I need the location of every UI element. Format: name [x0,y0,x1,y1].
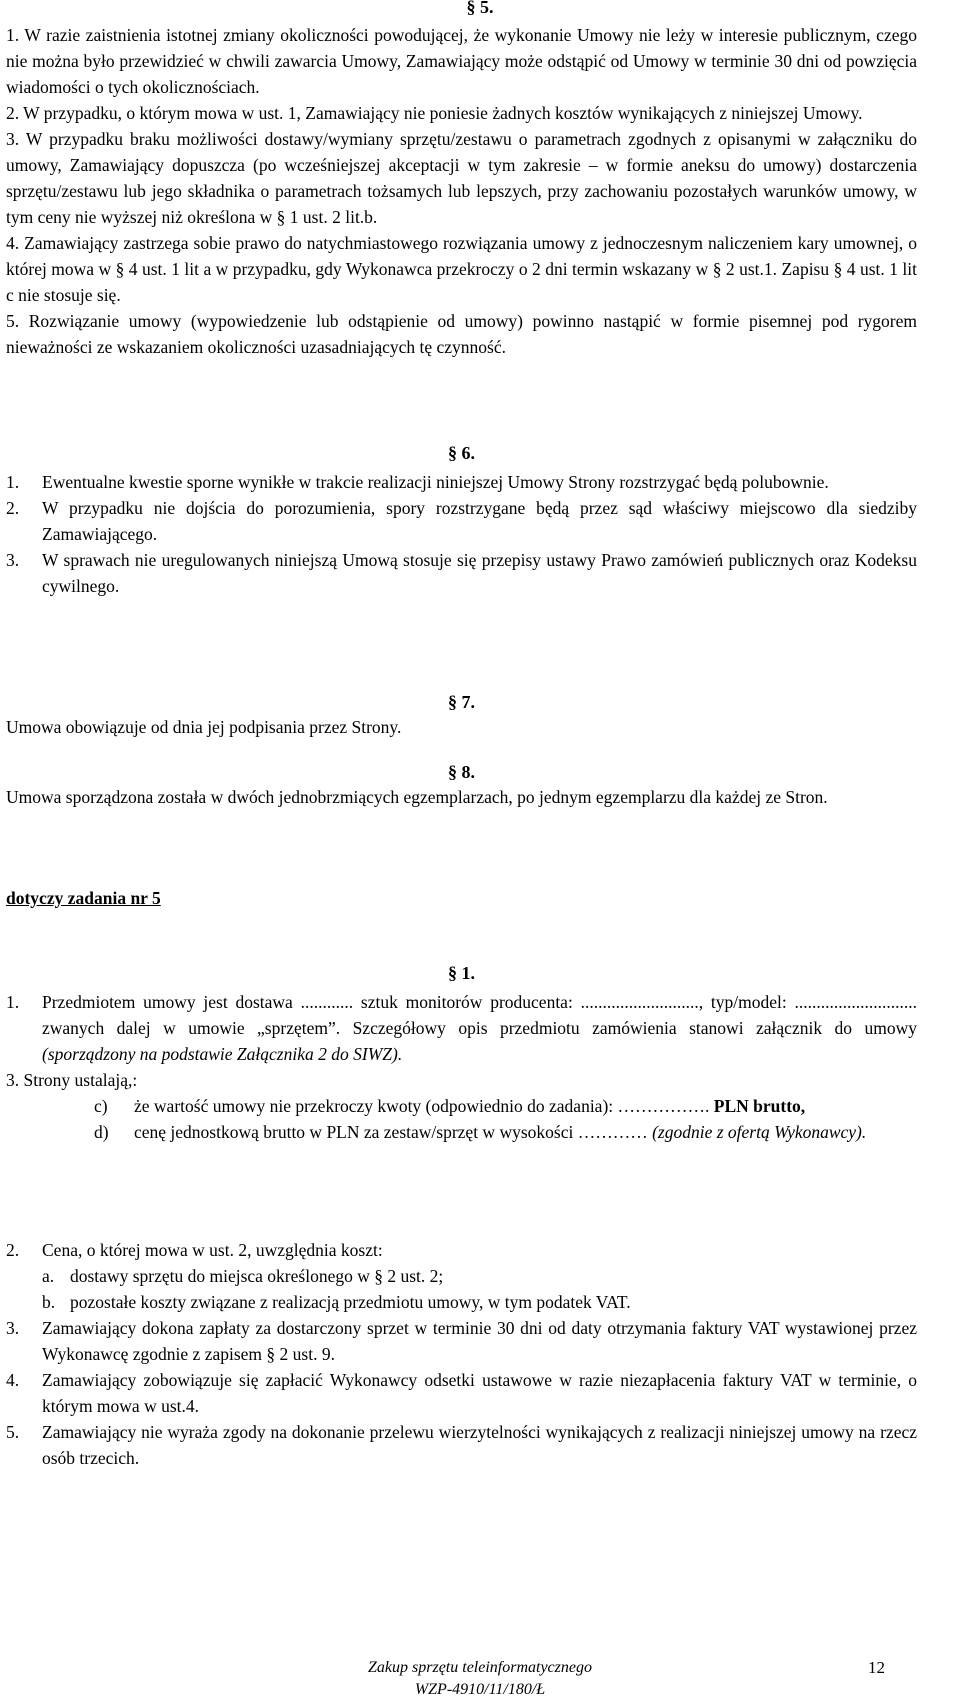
sub-letter: b. [42,1292,56,1312]
section-5-paragraph-4: 4. Zamawiający zastrzega sobie prawo do natychmiastowego rozwiązania umowy z jednoczesnym naliczeniem kary umownej, o której mowa w § 4 ust. 1 lit a w przypadku, gdy Wykonawca przekroczy o 2 dni termin wskazany w § 2 ust.1. Zapisu § 4 ust. 1 lit c nie stosuje się. [6,233,917,305]
item-number: 1. [6,472,20,492]
sub-item-d [6,1119,917,1145]
page-footer [0,1657,960,1701]
list-item [6,1367,917,1419]
sub-text-italic: (zgodnie z ofertą Wykonawcy). [652,1122,867,1142]
item-text: Zamawiający nie wyraża zgody na dokonanie przelewu wierzytelności wynikających z realizacji niniejszej umowy na rzecz osób trzecich. [42,1422,917,1468]
list-item [6,1237,917,1263]
task-title: dotyczy zadania nr 5 [6,888,161,908]
section-5-body [6,22,917,360]
item-text: Przedmiotem umowy jest dostawa ............ sztuk monitorów producenta: ..........................., typ/model: ............................ zwanych dalej w umowie „sprzętem”. Szczegółowy opis przedmiotu zamówienia stanowi załącznik do umowy [42,992,917,1038]
section-1-item-3 [6,1067,917,1093]
section-7-text: Umowa obowiązuje od dnia jej podpisania przez Strony. [6,717,402,737]
item-number: 3. [6,1070,20,1090]
section-8-text: Umowa sporządzona została w dwóch jednobrzmiących egzemplarzach, po jednym egzemplarzu dla każdej ze Stron. [6,787,828,807]
section-6-item [6,495,917,547]
section-1-heading: § 1. [448,963,475,983]
sub-text: że wartość umowy nie przekroczy kwoty (odpowiednio do zadania): ……………. [134,1096,714,1116]
item-text: Ewentualne kwestie sporne wynikłe w trakcie realizacji niniejszej Umowy Strony rozstrzygać będą polubownie. [42,472,829,492]
footer-reference: WZP-4910/11/180/Ł [414,1681,546,1698]
item-text: Zamawiający dokona zapłaty za dostarczony sprzet w terminie 30 dni od daty otrzymania faktury VAT wystawionej przez Wykonawcę zgodnie z zapisem § 2 ust. 9. [42,1318,917,1364]
sub-text: cenę jednostkową brutto w PLN za zestaw/sprzęt w wysokości ………… [134,1122,653,1142]
section-5-paragraph-5: 5. Rozwiązanie umowy (wypowiedzenie lub odstąpienie od umowy) powinno nastąpić w formie pisemnej pod rygorem nieważności ze wskazaniem okoliczności uzasadniających tę czynność. [6,311,917,357]
item-number: 2. [6,1240,20,1260]
item-text: Cena, o której mowa w ust. 2, uwzględnia koszt: [42,1240,383,1260]
item-text: Zamawiający zobowiązuje się zapłacić Wykonawcy odsetki ustawowe w razie niezapłacenia faktury VAT w terminie, o którym mowa w ust.4. [42,1370,917,1416]
sub-item-a [6,1263,917,1289]
section-6-heading: § 6. [448,443,475,463]
item-text: W przypadku nie dojścia do porozumienia, spory rozstrzygane będą przez sąd właściwy miejscowo dla siedziby Zamawiającego. [42,498,917,544]
item-text: Strony ustalają,: [23,1070,138,1090]
section-5-paragraph-1: 1. W razie zaistnienia istotnej zmiany okoliczności powodującej, że wykonanie Umowy nie leży w interesie publicznym, czego nie można było przewidzieć w chwili zawarcia Umowy, Zamawiający może odstąpić od Umowy w terminie 30 dni od powzięcia wiadomości o tych okolicznościach. [6,25,917,97]
section-5-heading: § 5. [466,0,494,17]
list-item [6,1315,917,1367]
list-item [6,1419,917,1471]
item-number: 2. [6,498,20,518]
page-number: 12 [868,1658,885,1677]
sub-letter: c) [94,1096,108,1116]
sub-text-bold: PLN brutto, [713,1096,806,1116]
section-5-paragraph-3: 3. W przypadku braku możliwości dostawy/wymiany sprzętu/zestawu o parametrach zgodnych z opisanymi w załączniku do umowy, Zamawiający dopuszcza (po wcześniejszej akceptacji w tym zakresie – w formie aneksu do umowy) dostarczenia sprzętu/zestawu lub jego składnika o parametrach tożsamych lub lepszych, przy zachowaniu pozostałych warunków umowy, w tym ceny nie wyższej niż określona w § 1 ust. 2 lit.b. [6,129,917,227]
item-text: W sprawach nie uregulowanych niniejszą Umową stosuje się przepisy ustawy Prawo zamówień publicznych oraz Kodeksu cywilnego. [42,550,917,596]
task-heading [6,885,917,911]
footer-title: Zakup sprzętu teleinformatycznego [368,1659,592,1676]
section-1 [6,961,917,1145]
section-6-item [6,547,917,599]
sub-item-c [6,1093,917,1119]
section-8-heading: § 8. [448,762,475,782]
item-number: 5. [6,1422,20,1442]
sub-letter: a. [42,1266,55,1286]
section-7 [6,690,917,740]
item-number: 1. [6,992,20,1012]
sub-text: dostawy sprzętu do miejsca określonego w § 2 ust. 2; [70,1266,444,1286]
section-1-item-1 [6,989,917,1067]
section-5-paragraph-2: 2. W przypadku, o którym mowa w ust. 1, Zamawiający nie poniesie żadnych kosztów wynikających z niniejszej Umowy. [6,103,863,123]
sub-text: pozostałe koszty związane z realizacją przedmiotu umowy, w tym podatek VAT. [70,1292,631,1312]
section-2-items [6,1237,917,1471]
item-number: 3. [6,1318,20,1338]
section-6-item [6,469,917,495]
sub-item-b [6,1289,917,1315]
section-6 [6,441,917,599]
item-number: 4. [6,1370,20,1390]
item-number: 3. [6,550,20,570]
item-text-italic: (sporządzony na podstawie Załącznika 2 do SIWZ). [42,1044,403,1064]
section-7-heading: § 7. [448,692,475,712]
section-8 [6,760,917,810]
sub-letter: d) [94,1122,109,1142]
